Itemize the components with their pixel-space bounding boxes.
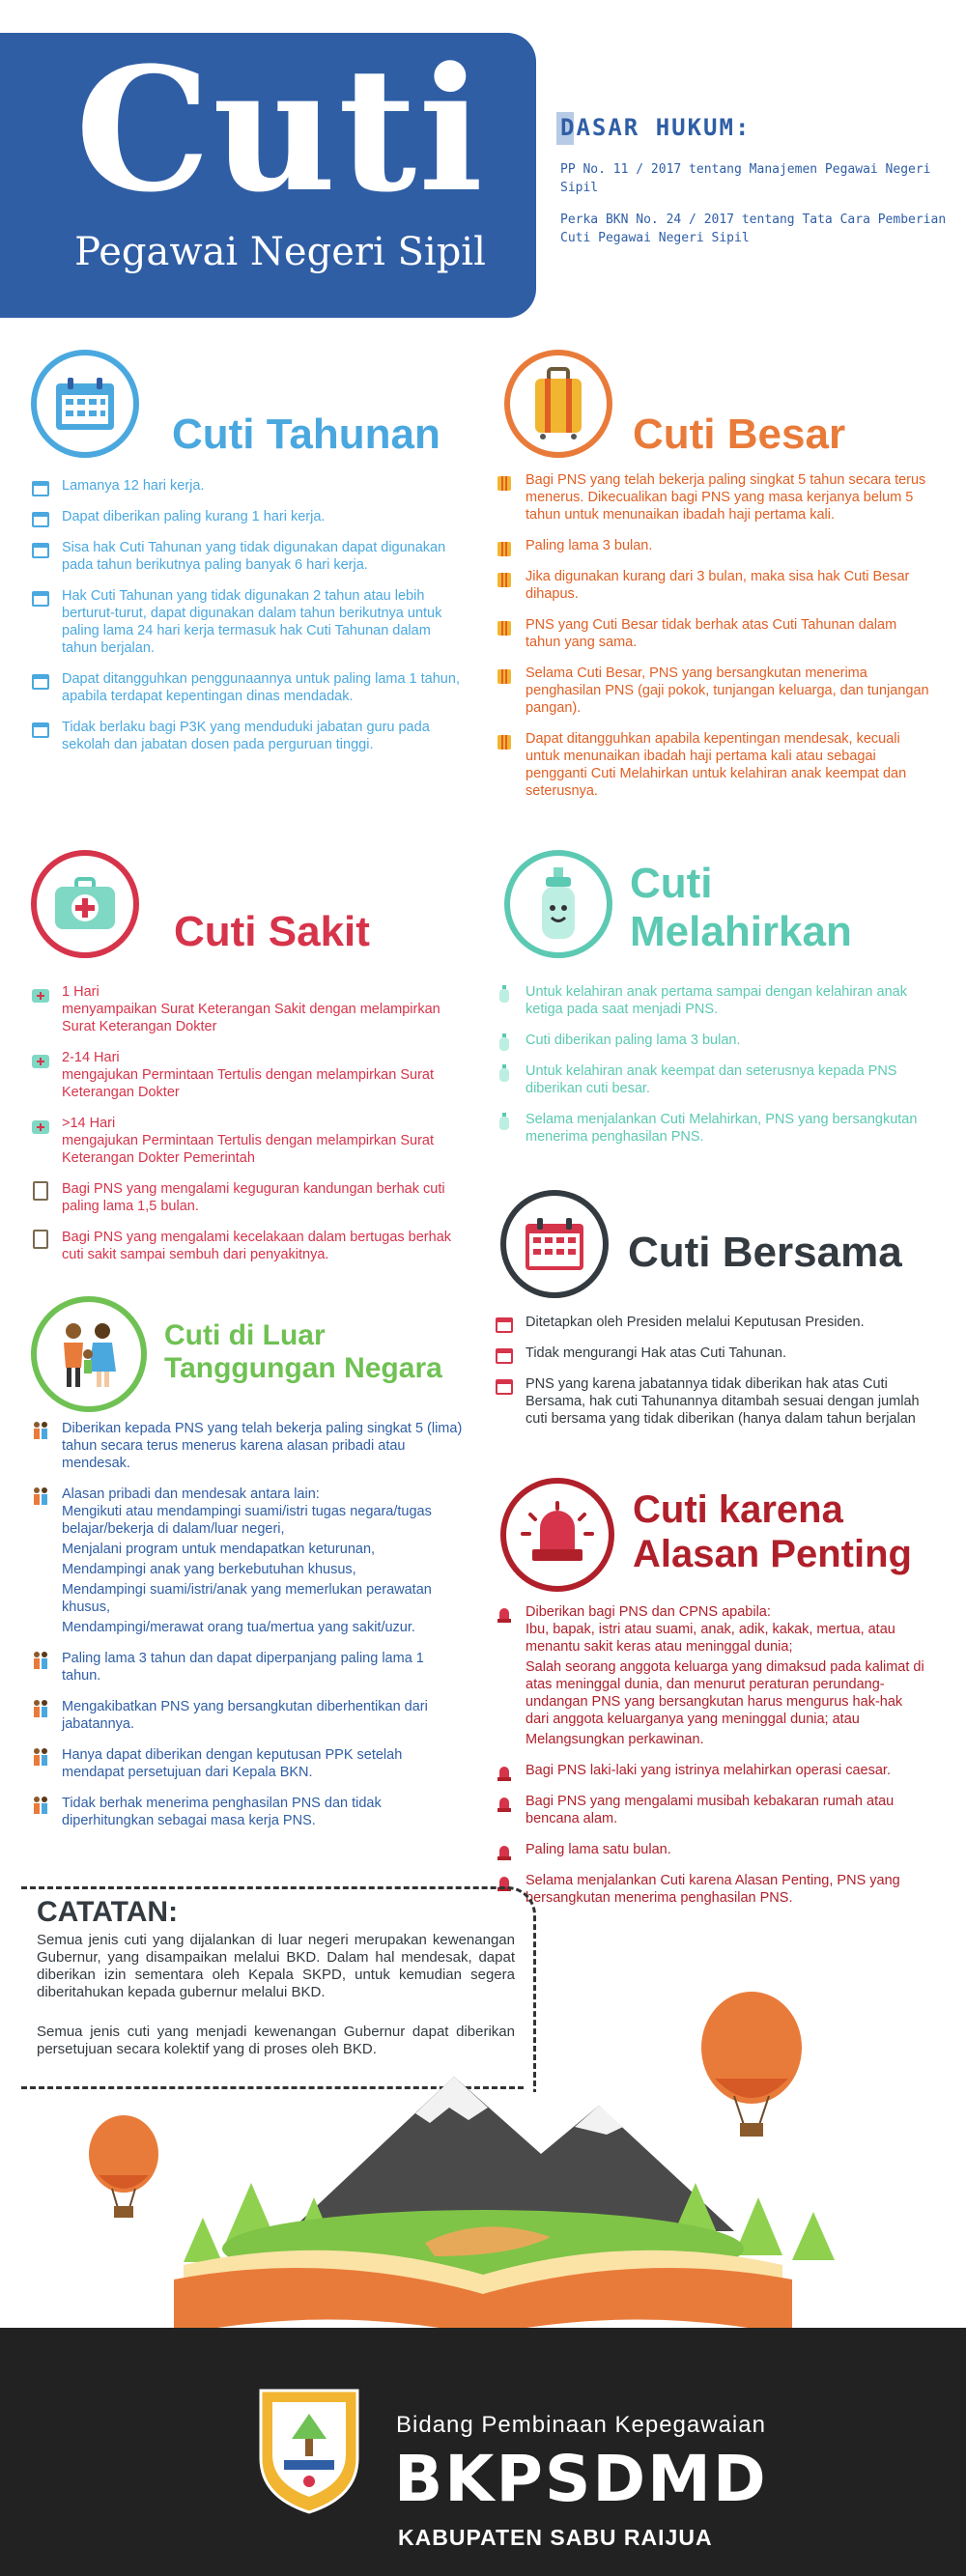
list-item: Bagi PNS yang mengalami kecelakaan dalam bertugas berhak cuti sakit sampai sembuh dari penyakitnya. <box>31 1229 466 1263</box>
siren-icon <box>495 1794 514 1813</box>
dasar-hukum-item: Perka BKN No. 24 / 2017 tentang Tata Cara Pemberian Cuti Pegawai Negeri Sipil <box>560 212 947 245</box>
cuti-melahirkan-list <box>495 983 929 1159</box>
siren-icon <box>495 1842 514 1861</box>
list-item: Dapat diberikan paling kurang 1 hari kerja. <box>31 508 461 525</box>
list-item: Untuk kelahiran anak pertama sampai dengan kelahiran anak ketiga pada saat menjadi PNS. <box>495 983 929 1018</box>
calendar-icon <box>31 478 50 497</box>
page-subtitle: Pegawai Negeri Sipil <box>74 230 486 274</box>
suitcase-icon <box>495 538 514 557</box>
cuti-luar-title-line2: Tanggungan Negara <box>164 1352 442 1384</box>
suitcase-icon <box>495 665 514 685</box>
dasar-hukum-title: DASAR HUKUM: <box>560 114 752 141</box>
calendar-icon <box>495 1315 514 1334</box>
cuti-melahirkan-title-line2: Melahirkan <box>630 908 852 955</box>
footer-region: KABUPATEN SABU RAIJUA <box>398 2525 713 2550</box>
list-item: Ditetapkan oleh Presiden melalui Keputusan Presiden. <box>495 1314 929 1331</box>
suitcase-icon <box>504 350 612 458</box>
list-item: Dapat ditangguhkan penggunaannya untuk paling lama 1 tahun, apabila terdapat kepentingan dinas mendadak. <box>31 670 461 705</box>
family-icon <box>31 1486 50 1506</box>
document-icon <box>31 1230 50 1249</box>
calendar-icon <box>31 720 50 739</box>
cuti-sakit-list <box>31 983 466 1277</box>
cuti-penting-title-line2: Alasan Penting <box>633 1533 912 1575</box>
list-item: Bagi PNS laki-laki yang istrinya melahirkan operasi caesar. <box>495 1762 929 1779</box>
list-item: Tidak berhak menerima penghasilan PNS dan tidak diperhitungkan sebagai masa kerja PNS. <box>31 1795 466 1829</box>
suitcase-icon <box>495 569 514 588</box>
cuti-besar-title: Cuti Besar <box>633 410 846 458</box>
catatan-paragraph: Semua jenis cuti yang dijalankan di luar negeri merupakan kewenangan Gubernur, yang disampaikan melalui BKD. Dalam hal mendesak, dapat diberikan izin sementara oleh Kepala SKPD, untuk kemudian segera diberitahukan kepada gubernur melalui BKD. <box>37 1932 515 2000</box>
cuti-tahunan-list <box>31 477 461 767</box>
list-item: Tidak berlaku bagi P3K yang menduduki jabatan guru pada sekolah dan jabatan dosen pada perguruan tinggi. <box>31 719 461 753</box>
calendar-icon <box>31 540 50 559</box>
baby-bottle-icon <box>495 984 514 1004</box>
family-icon <box>31 1421 50 1440</box>
list-item: Selama menjalankan Cuti Melahirkan, PNS yang bersangkutan menerima penghasilan PNS. <box>495 1111 929 1146</box>
open-book-landscape-illustration <box>0 1990 966 2337</box>
cuti-melahirkan-title-line1: Cuti <box>630 860 713 907</box>
family-icon <box>31 1796 50 1815</box>
cuti-penting-title-line1: Cuti karena <box>633 1488 843 1531</box>
list-item: Untuk kelahiran anak keempat dan seterusnya kepada PNS diberikan cuti besar. <box>495 1062 929 1097</box>
list-item: Tidak mengurangi Hak atas Cuti Tahunan. <box>495 1345 929 1362</box>
siren-icon <box>495 1604 514 1624</box>
list-item: 1 Hari menyampaikan Surat Keterangan Sakit dengan melampirkan Surat Keterangan Dokter <box>31 983 466 1035</box>
family-icon <box>31 1747 50 1767</box>
first-aid-kit-icon <box>31 850 139 958</box>
list-item: Bagi PNS yang mengalami musibah kebakaran rumah atau bencana alam. <box>495 1793 929 1827</box>
list-item: 2-14 Hari mengajukan Permintaan Tertulis dengan melampirkan Surat Keterangan Dokter <box>31 1049 466 1101</box>
catatan-title: CATATAN: <box>37 1896 179 1928</box>
family-icon <box>31 1651 50 1670</box>
hot-air-balloon-icon <box>701 1992 802 2137</box>
cuti-tahunan-title: Cuti Tahunan <box>172 410 440 458</box>
list-item: Selama menjalankan Cuti karena Alasan Penting, PNS yang bersangkutan menerima penghasilan PNS. <box>495 1872 929 1907</box>
list-item: Paling lama satu bulan. <box>495 1841 929 1858</box>
cuti-bersama-list <box>495 1314 929 1441</box>
list-item: >14 Hari mengajukan Permintaan Tertulis dengan melampirkan Surat Keterangan Dokter Pemerintah <box>31 1115 466 1167</box>
list-item: Dapat ditangguhkan apabila kepentingan mendesak, kecuali untuk menunaikan ibadah haji pertama kali atau sebagai pengganti Cuti Melahirkan untuk kelahiran anak keempat dan seterusnya. <box>495 730 929 800</box>
calendar-icon <box>31 588 50 608</box>
first-aid-icon <box>31 1116 50 1135</box>
list-item: Diberikan bagi PNS dan CPNS apabila: Ibu, bapak, istri atau suami, anak, adik, kakak, mertua, atau menantu sakit keras atau meninggal dunia; Salah seorang anggota keluarga yang dimaksud pada kalimat di atas meninggal dunia, dan menurut peraturan perundang-undangan PNS yang bersangkutan harus mengurus hak-hak dari anggota keluarganya yang meninggal dunia; atau Melangsungkan perkawinan. <box>495 1603 929 1748</box>
list-item: Jika digunakan kurang dari 3 bulan, maka sisa hak Cuti Besar dihapus. <box>495 568 929 603</box>
calendar-icon <box>495 1345 514 1365</box>
list-item: Bagi PNS yang mengalami keguguran kandungan berhak cuti paling lama 1,5 bulan. <box>31 1180 466 1215</box>
calendar-icon <box>500 1190 609 1298</box>
list-item: PNS yang Cuti Besar tidak berhak atas Cuti Tahunan dalam tahun yang sama. <box>495 616 929 651</box>
calendar-icon <box>31 350 139 458</box>
hot-air-balloon-icon <box>89 2115 158 2218</box>
suitcase-icon <box>495 731 514 750</box>
regency-emblem-logo <box>253 2381 365 2516</box>
dasar-hukum-item: PP No. 11 / 2017 tentang Manajemen Pegawai Negeri Sipil <box>560 162 931 195</box>
cuti-luar-title-line1: Cuti di Luar <box>164 1319 326 1351</box>
calendar-icon <box>495 1376 514 1396</box>
first-aid-icon <box>31 1050 50 1069</box>
calendar-icon <box>31 509 50 528</box>
siren-icon <box>500 1478 614 1592</box>
first-aid-icon <box>31 984 50 1004</box>
family-icon <box>31 1699 50 1718</box>
suitcase-icon <box>495 617 514 637</box>
list-item: Mengakibatkan PNS yang bersangkutan diberhentikan dari jabatannya. <box>31 1698 466 1733</box>
list-item: Hak Cuti Tahunan yang tidak digunakan 2 tahun atau lebih berturut-turut, dapat digunakan dalam tahun berikutnya untuk paling lama 24 hari kerja termasuk hak Cuti Tahunan dalam tahun berjalan. <box>31 587 461 657</box>
list-item: Sisa hak Cuti Tahunan yang tidak digunakan dapat digunakan pada tahun berikutnya paling banyak 6 hari kerja. <box>31 539 461 574</box>
cuti-sakit-title: Cuti Sakit <box>174 908 370 955</box>
list-item: Hanya dapat diberikan dengan keputusan PPK setelah mendapat persetujuan dari Kepala BKN. <box>31 1746 466 1781</box>
document-icon <box>31 1181 50 1201</box>
catatan-paragraph: Semua jenis cuti yang menjadi kewenangan Gubernur dapat diberikan persetujuan secara kolektif yang di proses oleh BKD. <box>37 2024 515 2057</box>
page-title: Cuti <box>74 30 486 230</box>
baby-bottle-icon <box>504 850 612 958</box>
baby-bottle-icon <box>495 1033 514 1052</box>
suitcase-icon <box>495 472 514 492</box>
list-item: Selama Cuti Besar, PNS yang bersangkutan menerima penghasilan PNS (gaji pokok, tunjangan keluarga, dan tunjangan pangan). <box>495 665 929 717</box>
baby-bottle-icon <box>495 1112 514 1131</box>
list-item: PNS yang karena jabatannya tidak diberikan hak atas Cuti Bersama, hak cuti Tahunannya ditambah sesuai dengan jumlah cuti bersama yang tidak diberikan (hanya dalam tahun berjalan <box>495 1375 929 1428</box>
siren-icon <box>495 1763 514 1782</box>
list-item: Alasan pribadi dan mendesak antara lain: Mengikuti atau mendampingi suami/istri tugas negara/tugas belajar/bekerja di dalam/luar negeri, Menjalani program untuk mendapatkan keturunan, Mendampingi anak yang berkebutuhan khusus, Mendampingi suami/istri/anak yang memerlukan perawatan khusus, Mendampingi/merawat orang tua/mertua yang sakit/uzur. <box>31 1486 466 1636</box>
cuti-bersama-title: Cuti Bersama <box>628 1229 902 1276</box>
family-icon <box>31 1296 147 1412</box>
list-item: Paling lama 3 bulan. <box>495 537 929 554</box>
list-item: Cuti diberikan paling lama 3 bulan. <box>495 1032 929 1049</box>
baby-bottle-icon <box>495 1063 514 1083</box>
cuti-besar-list <box>495 471 929 813</box>
list-item: Diberikan kepada PNS yang telah bekerja paling singkat 5 (lima) tahun secara terus menerus karena alasan pribadi atau mendesak. <box>31 1420 466 1472</box>
calendar-icon <box>31 671 50 691</box>
list-item: Lamanya 12 hari kerja. <box>31 477 461 495</box>
cuti-penting-list <box>495 1603 929 1920</box>
footer-agency: BKPSDMD <box>394 2442 768 2516</box>
cuti-luar-list <box>31 1420 466 1843</box>
list-item: Paling lama 3 tahun dan dapat diperpanjang paling lama 1 tahun. <box>31 1650 466 1684</box>
list-item: Bagi PNS yang telah bekerja paling singkat 5 tahun secara terus menerus. Dikecualikan bagi PNS yang masa kerjanya belum 5 tahun untuk menunaikan ibadah haji pertama kali. <box>495 471 929 524</box>
footer-department: Bidang Pembinaan Kepegawaian <box>396 2412 766 2438</box>
